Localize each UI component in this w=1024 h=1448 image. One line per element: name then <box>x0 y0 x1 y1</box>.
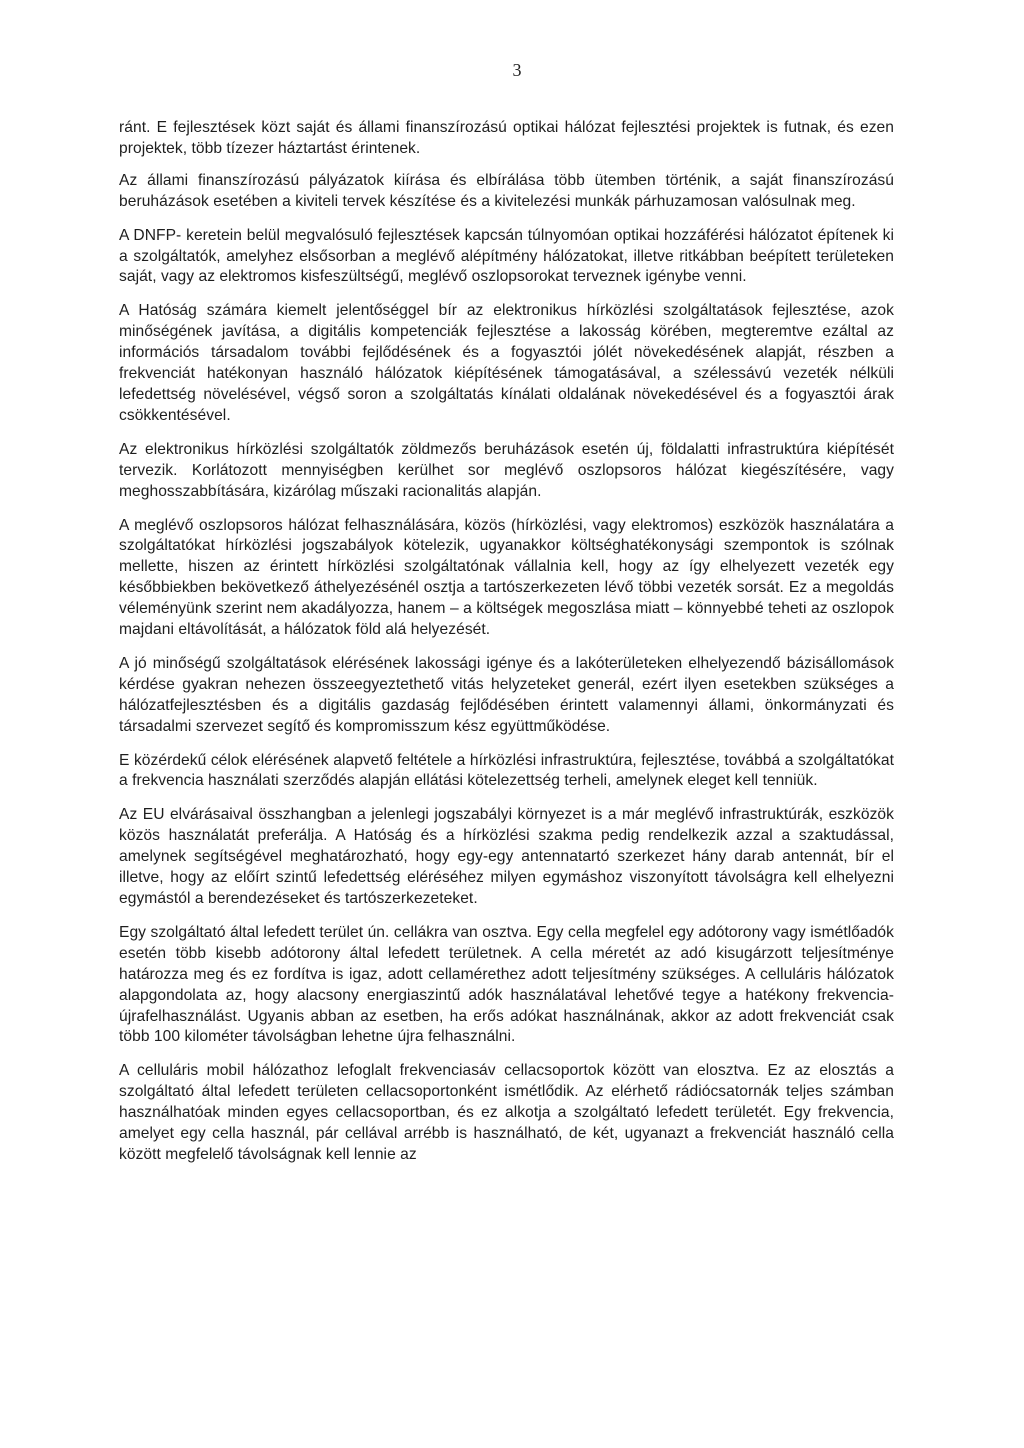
paragraph-3: A DNFP- keretein belül megvalósuló fejlesztések kapcsán túlnyomóan optikai hozzáférési hálózatot építenek ki a szolgáltatók, amelyhez elsősorban a meglévő alépítmény hálózatokat, illetve ritkábban beépített területeken saját, vagy az elektromos kisfeszültségű, meglévő oszlopsorokat terveznek igénybe venni. <box>119 226 894 286</box>
paragraph-9: Az EU elvárásaival összhangban a jelenlegi jogszabályi környezet is a már meglévő infrastruktúrák, eszközök közös használatát preferálja. A Hatóság és a hírközlési szakma pedig rendelkezik azzal a szaktudással, amelynek segítségével meghatározható, hogy egy-egy antennatartó szerkezet hány darab antennát, bír el illetve, hogy az előírt szintű lefedettség eléréséhez milyen egymáshoz viszonyított távolságra kell elhelyezni egymástól a berendezéseket és tartószerkezeteket. <box>119 806 894 907</box>
paragraph-4: A Hatóság számára kiemelt jelentőséggel bír az elektronikus hírközlési szolgáltatások fejlesztése, azok minőségének javítása, a digitális kompetenciák fejlesztése a lakosság körében, megteremtve ezáltal az információs társadalom további fejlődésének és a fogyasztói jólét növekedésének alapját, részben a frekvenciát hatékonyan használó hálózatok kiépítésének támogatásával, a szélessávú vezeték nélküli lefedettség növelésével, végső soron a szolgáltatás kínálati oldalának növekedésével és a fogyasztói árak csökkentésével. <box>119 302 894 424</box>
paragraph-7: A jó minőségű szolgáltatások elérésének lakossági igénye és a lakóterületeken elhelyezendő bázisállomások kérdése gyakran nehezen összeegyeztethető vitás helyzeteket generál, ezért ilyen esetekben szükséges a hálózatfejlesztésben és a digitális gazdaság fejlődésében érintett valamennyi állami, önkormányzati és társadalmi szervezet segítő és kompromisszum kész együttműködése. <box>119 654 894 735</box>
paragraph-8: E közérdekű célok elérésének alapvető feltétele a hírközlési infrastruktúra, fejlesztése, továbbá a szolgáltatókat a frekvencia használati szerződés alapján ellátási kötelezettség terheli, amelynek eleget kell tenniük. <box>119 751 894 790</box>
document-body <box>119 118 894 1179</box>
paragraph-10: Egy szolgáltató által lefedett terület ún. cellákra van osztva. Egy cella megfelel egy adótorony vagy ismétlőadók esetén több kisebb adótorony által lefedett területnek. A cella méretét az adó kisugárzott teljesítménye határozza meg és ez fordítva is igaz, adott cellamérethez adott teljesítmény szükséges. A celluláris hálózatok alapgondolata az, hogy alacsony energiaszintű adók használatával lehetővé tegye a hatékony frekvencia-újrafelhasználást. Ugyanis abban az esetben, ha erős adókat használnának, akkor az adott frekvenciát csak több 100 kilométer távolságban lehetne újra felhasználni. <box>119 923 894 1046</box>
paragraph-6: A meglévő oszlopsoros hálózat felhasználására, közös (hírközlési, vagy elektromos) eszközök használatára a szolgáltatókat hírközlési jogszabályok kötelezik, ugyanakkor költséghatékonysági szempontok is szólnak mellette, hiszen az érintett hírközlési szolgáltatónak vállalnia kell, hogy az így elhelyezett vezeték egy későbbiekben bekövetkező áthelyezésénél osztja a tartószerkezeten lévő többi vezeték sorsát. Ez a megoldás véleményünk szerint nem akadályozza, hanem – a költségek megoszlása miatt – könnyebbé teheti az oszlopok majdani eltávolítását, a hálózatok föld alá helyezését. <box>119 516 894 639</box>
paragraph-1: ránt. E fejlesztések közt saját és állami finanszírozású optikai hálózat fejlesztési projektek is futnak, és ezen projektek, több tízezer háztartást érintenek. <box>119 119 894 157</box>
page-number: 3 <box>512 60 522 80</box>
paragraph-5: Az elektronikus hírközlési szolgáltatók zöldmezős beruházások esetén új, földalatti infrastruktúra kiépítését tervezik. Korlátozott mennyiségben kerülhet sor meglévő oszlopsoros hálózat kiegészítésére, vagy meghosszabbítására, kizárólag műszaki racionalitás alapján. <box>119 440 894 500</box>
paragraph-11: A celluláris mobil hálózathoz lefoglalt frekvenciasáv cellacsoportok között van elosztva. Ez az elosztás a szolgáltató által lefedett területen cellacsoportonként ismétlődik. Az elérhető rádiócsatornák teljes számban használhatóak minden egyes cellacsoportban, és ez alkotja a szolgáltató lefedett területét. Egy frekvencia, amelyet egy cella használ, pár cellával arrébb is használható, de két, ugyanazt a frekvenciát használó cella között megfelelő távolságnak kell lennie az <box>119 1062 894 1163</box>
paragraph-2: Az állami finanszírozású pályázatok kiírása és elbírálása több ütemben történik, a saját finanszírozású beruházások esetében a kiviteli tervek készítése és a kivitelezési munkák párhuzamosan valósulnak meg. <box>119 171 894 210</box>
